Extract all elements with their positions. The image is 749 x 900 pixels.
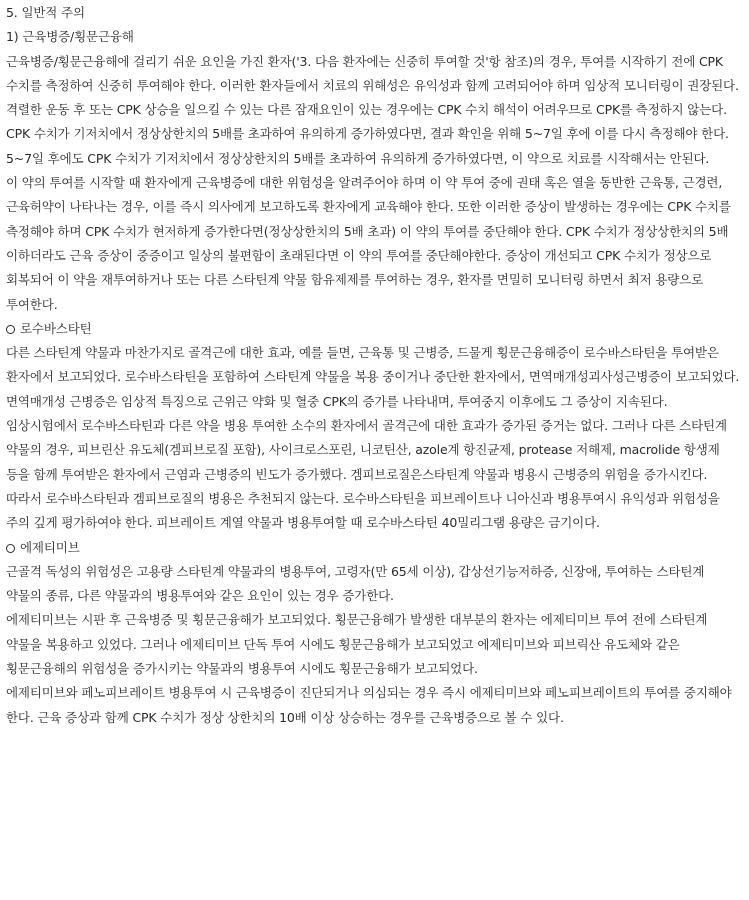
paragraph-rosuvastatin-combination: 임상시험에서 로수바스타틴과 다른 약을 병용 투여한 소수의 환자에서 골격근에 대한 효과가 증가된 증거는 없다. 그러나 다른 스타틴계 약물의 경우, 피브린산 유도체(겜피브로질 포함), 사이크로스포린, 니코틴산, azole계 항진균제, protease 저해제, macrolide 항생제 등을 함께 투여받은 환자에서 근염과 근병증의 빈도가 증가했다. 겜피브로질은스타틴계 약물과 병용시 근병증의 위험을 증가시킨다. 따라서 로수바스타틴과 겜피브로질의 병용은 추천되지 않는다. 로수바스타틴을 피브레이트나 니아신과 병용투여시 유익성과 위험성을 주의 깊게 평가하여야 한다. 피브레이트 계열 약물과 병용투여할 때 로수바스타틴 40밀리그램 용량은 금기이다. <box>6 418 727 531</box>
paragraph-rosuvastatin-effects: 다른 스타틴계 약물과 마찬가지로 골격근에 대한 효과, 예를 들면, 근육통 및 근병증, 드물게 횡문근융해증이 로수바스타틴을 투여받은 환자에서 보고되었다. 로수바스타틴을 포함하여 스타틴계 약물을 복용 중이거나 중단한 환자에서, 면역매개성괴사성근병증이 보고되었다. 면역매개성 근병증은 임상적 특징으로 근위근 약화 및 혈중 CPK의 증가를 나타내며, 투여중지 이후에도 그 증상이 지속된다. <box>6 345 740 409</box>
section-title: 5. 일반적 주의 <box>6 5 85 20</box>
subsection-title: 1) 근육병증/횡문근융해 <box>6 29 134 45</box>
paragraph-patient-education: 이 약의 투여를 시작할 때 환자에게 근육병증에 대한 위험성을 알려주어야 하며 이 약 투여 중에 권태 혹은 열을 동반한 근육통, 근경련, 근육허약이 나타나는 경우, 이를 즉시 의사에게 보고하도록 환자에게 교육해야 한다. 또한 이러한 증상이 발생하는 경우에는 CPK 수치를 측정해야 하며 CPK 수치가 현저하게 증가한다면(정상상한치의 5배 초과) 이 약의 투여를 중단해야 한다. CPK 수치가 정상상한치의 5배 이하더라도 근육 증상이 중증이고 일상의 불편함이 초래된다면 이 약의 투여를 중단해야한다. 증상이 개선되고 CPK 수치가 정상으로 회복되어 이 약을 재투여하거나 또는 다른 스타틴계 약물 함유제제를 투여하는 경우, 환자를 면밀히 모니터링 하면서 최저 용량으로 투여한다. <box>6 175 731 312</box>
paragraph-ezetimibe-postmarketing: 에제티미브는 시판 후 근육병증 및 횡문근융해가 보고되었다. 횡문근융해가 발생한 대부분의 환자는 에제티미브 투여 전에 스타틴계 약물을 복용하고 있었다. 그러나 에제티미브 단독 투여 시에도 횡문근융해가 보고되었고 에제티미브와 피브릭산 유도체와 같은 횡문근융해의 위험성을 증가시키는 약물과의 병용투여 시에도 횡문근융해가 보고되었다. <box>6 612 708 677</box>
rosuvastatin-title: 로수바스타틴 <box>20 320 92 336</box>
paragraph-musculoskeletal-risk: 근골격 독성의 위험성은 고용량 스타틴계 약물과의 병용투여, 고령자(만 65세 이상), 갑상선기능저하증, 신장애, 투여하는 스타틴계 약물의 종류, 다른 약물과의 병용투여와 같은 요인이 있는 경우 증가한다. <box>6 563 705 604</box>
paragraph-risk-factors: 근육병증/횡문근융해에 걸리기 쉬운 요인을 가진 환자('3. 다음 환자에는 신중히 투여할 것'항 참조)의 경우, 투여를 시작하기 전에 CPK 수치를 측정하여 신중히 투여해야 한다. 이러한 환자들에서 치료의 위해성은 유익성과 함께 고려되어야 하며 임상적 모니터링이 권장된다. <box>6 53 739 93</box>
ezetimibe-title: 에제티미브 <box>20 539 80 555</box>
paragraph-cpk-measurement: 격렬한 운동 후 또는 CPK 상승을 일으킬 수 있는 다른 잠재요인이 있는 경우에는 CPK 수치 해석이 어려우므로 CPK를 측정하지 않는다. CPK 수치가 기저치에서 정상상한치의 5배를 초과하여 유의하게 증가하였다면, 결과 확인을 위해 5~7일 후에 이를 다시 측정해야 한다. <box>6 102 729 142</box>
paragraph-cpk-retest: 5~7일 후에도 CPK 수치가 기저치에서 정상상한치의 5배를 초과하여 유의하게 증가하였다면, 이 약으로 치료를 시작해서는 안된다. <box>6 150 710 166</box>
ezetimibe-heading <box>6 536 741 560</box>
circle-bullet-icon <box>6 544 15 553</box>
rosuvastatin-heading <box>6 317 741 341</box>
circle-bullet-icon <box>6 325 15 334</box>
paragraph-ezetimibe-fenofibrate: 에제티미브와 페노피브레이트 병용투여 시 근육병증이 진단되거나 의심되는 경우 즉시 에제티미브와 페노피브레이트의 투여를 중지해야 한다. 근육 증상과 함께 CPK 수치가 정상 상한치의 10배 이상 상승하는 경우를 근육병증으로 볼 수 있다. <box>6 685 732 725</box>
